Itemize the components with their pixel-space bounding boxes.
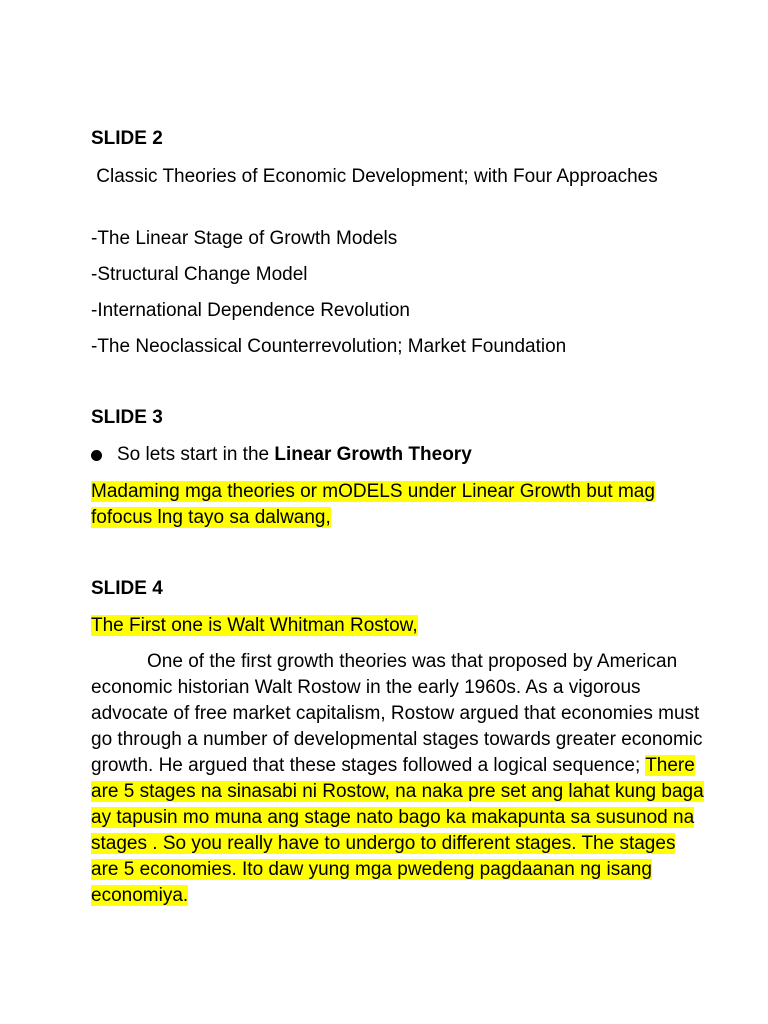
bullet-text-plain: So lets start in the bbox=[117, 444, 275, 465]
bullet-icon bbox=[91, 450, 102, 461]
slide-3-heading: SLIDE 3 bbox=[91, 407, 163, 428]
slide-2-intro: Classic Theories of Economic Development; with Four Approaches bbox=[91, 166, 658, 187]
highlighted-text: The First one is Walt Whitman Rostow, bbox=[91, 615, 418, 636]
bullet-text-bold: Linear Growth Theory bbox=[274, 444, 472, 465]
highlighted-text: There are 5 stages na sinasabi ni Rostow, na naka pre set ang lahat kung baga ay tapusin mo muna ang stage nato bago ka makapunta sa susunod na stages . So you really have to undergo to different stages. The stages are 5 economies. Ito daw yung mga pwedeng pagdaanan ng isang economiya. bbox=[91, 755, 704, 906]
slide-2-item-1: -The Linear Stage of Growth Models bbox=[91, 228, 398, 249]
slide-4-intro bbox=[91, 613, 708, 639]
bullet-text bbox=[117, 442, 472, 468]
slide-4-heading: SLIDE 4 bbox=[91, 578, 163, 599]
slide-2-item-3: -International Dependence Revolution bbox=[91, 300, 410, 321]
slide-2-heading: SLIDE 2 bbox=[91, 128, 163, 149]
slide-3-bullet bbox=[91, 442, 708, 468]
paragraph-plain-text: One of the first growth theories was that proposed by American economic historian Walt Rostow in the early 1960s. As a vigorous advocate of free market capitalism, Rostow argued that economies must go through a number of developmental stages towards greater economic growth. He argued that these stages followed a logical sequence; bbox=[91, 651, 703, 776]
slide-3-highlight-paragraph bbox=[91, 479, 708, 531]
highlighted-text: Madaming mga theories or mODELS under Linear Growth but mag fofocus lng tayo sa dalwang, bbox=[91, 481, 655, 528]
slide-2-item-2: -Structural Change Model bbox=[91, 264, 308, 285]
slide-4-body-paragraph bbox=[91, 649, 708, 909]
slide-2-item-4: -The Neoclassical Counterrevolution; Market Foundation bbox=[91, 336, 567, 357]
